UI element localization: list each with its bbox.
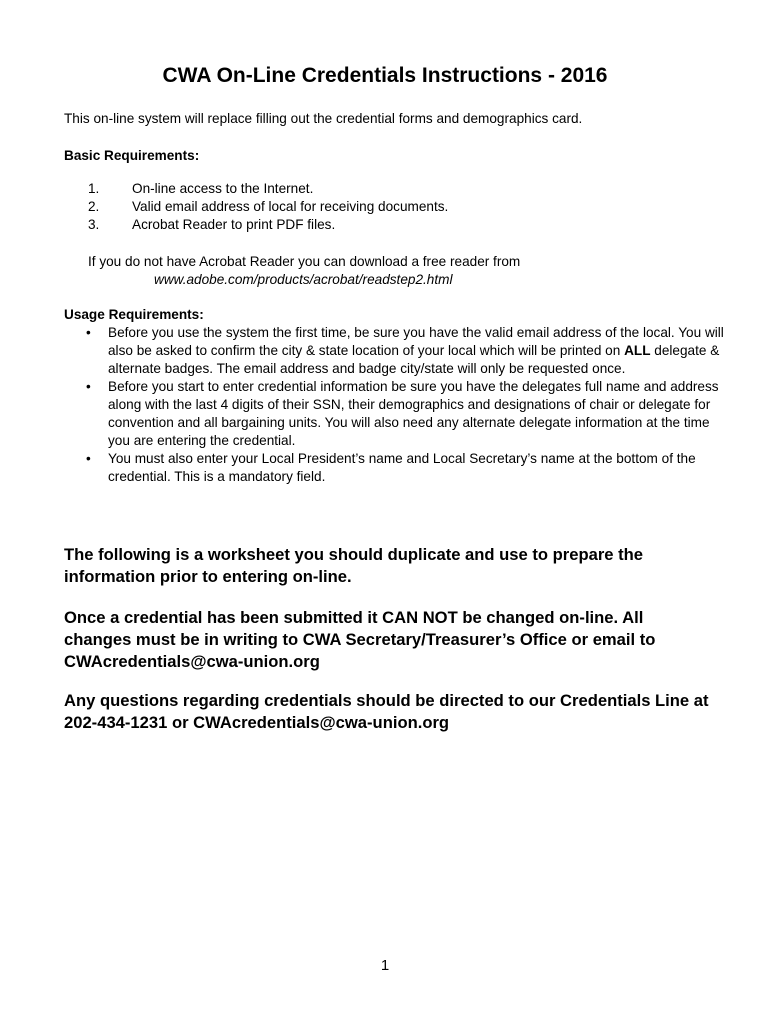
list-item: [84, 324, 724, 378]
list-item: [88, 198, 448, 216]
worksheet-note: The following is a worksheet you should duplicate and use to prepare the information prior to entering on-line.: [64, 545, 644, 586]
intro-paragraph: This on-line system will replace filling out the credential forms and demographics card.: [64, 111, 583, 126]
questions-note: Any questions regarding credentials should be directed to our Credentials Line at 202-434-1231 or CWAcredentials@cwa-union.org: [64, 691, 709, 732]
bullet-text: You must also enter your Local President’s name and Local Secretary’s name at the bottom of the credential. This is a mandatory field.: [108, 451, 696, 484]
basic-requirements-list: [88, 180, 448, 234]
bullet-icon: •: [86, 379, 91, 394]
bullet-text-part: delegate & alternate badges. The email address and badge city/state will only be requested once.: [108, 343, 720, 376]
page-number: 1: [380, 957, 390, 974]
list-item: [84, 378, 724, 450]
list-item-text: Valid email address of local for receiving documents.: [132, 199, 449, 214]
list-item-number: 1.: [88, 181, 100, 196]
list-item-text: Acrobat Reader to print PDF files.: [132, 217, 336, 232]
bullet-emphasis: ALL: [624, 343, 651, 358]
list-item: [88, 180, 448, 198]
list-item-number: 2.: [88, 199, 100, 214]
page-title: CWA On-Line Credentials Instructions - 2016: [162, 64, 608, 87]
list-item: [84, 450, 724, 486]
acrobat-note-text: If you do not have Acrobat Reader you can download a free reader from: [88, 254, 521, 269]
usage-requirements-list: [84, 324, 724, 486]
acrobat-download-url: www.adobe.com/products/acrobat/readstep2.html: [154, 272, 453, 287]
submission-note: Once a credential has been submitted it CAN NOT be changed on-line. All changes must be in writing to CWA Secretary/Treasurer’s Office or email to CWAcredentials@cwa-union.org: [64, 608, 656, 671]
bullet-icon: •: [86, 451, 91, 466]
bullet-text-part: Before you use the system the first time, be sure you have the valid email address of the local. You will also be asked to confirm the city & state location of your local which will be printed on: [108, 325, 724, 358]
list-item-text: On-line access to the Internet.: [132, 181, 314, 196]
bullet-text: Before you start to enter credential information be sure you have the delegates full name and address along with the last 4 digits of their SSN, their demographics and designations of chair or delegate for convention and all bargaining units. You will also need any alternate delegate information at the time you are entering the credential.: [108, 379, 719, 448]
usage-requirements-heading: Usage Requirements:: [64, 307, 204, 322]
basic-requirements-heading: Basic Requirements:: [64, 148, 200, 163]
list-item-number: 3.: [88, 217, 100, 232]
list-item: [88, 216, 448, 234]
bullet-icon: •: [86, 325, 91, 340]
acrobat-reader-note: [88, 253, 520, 289]
